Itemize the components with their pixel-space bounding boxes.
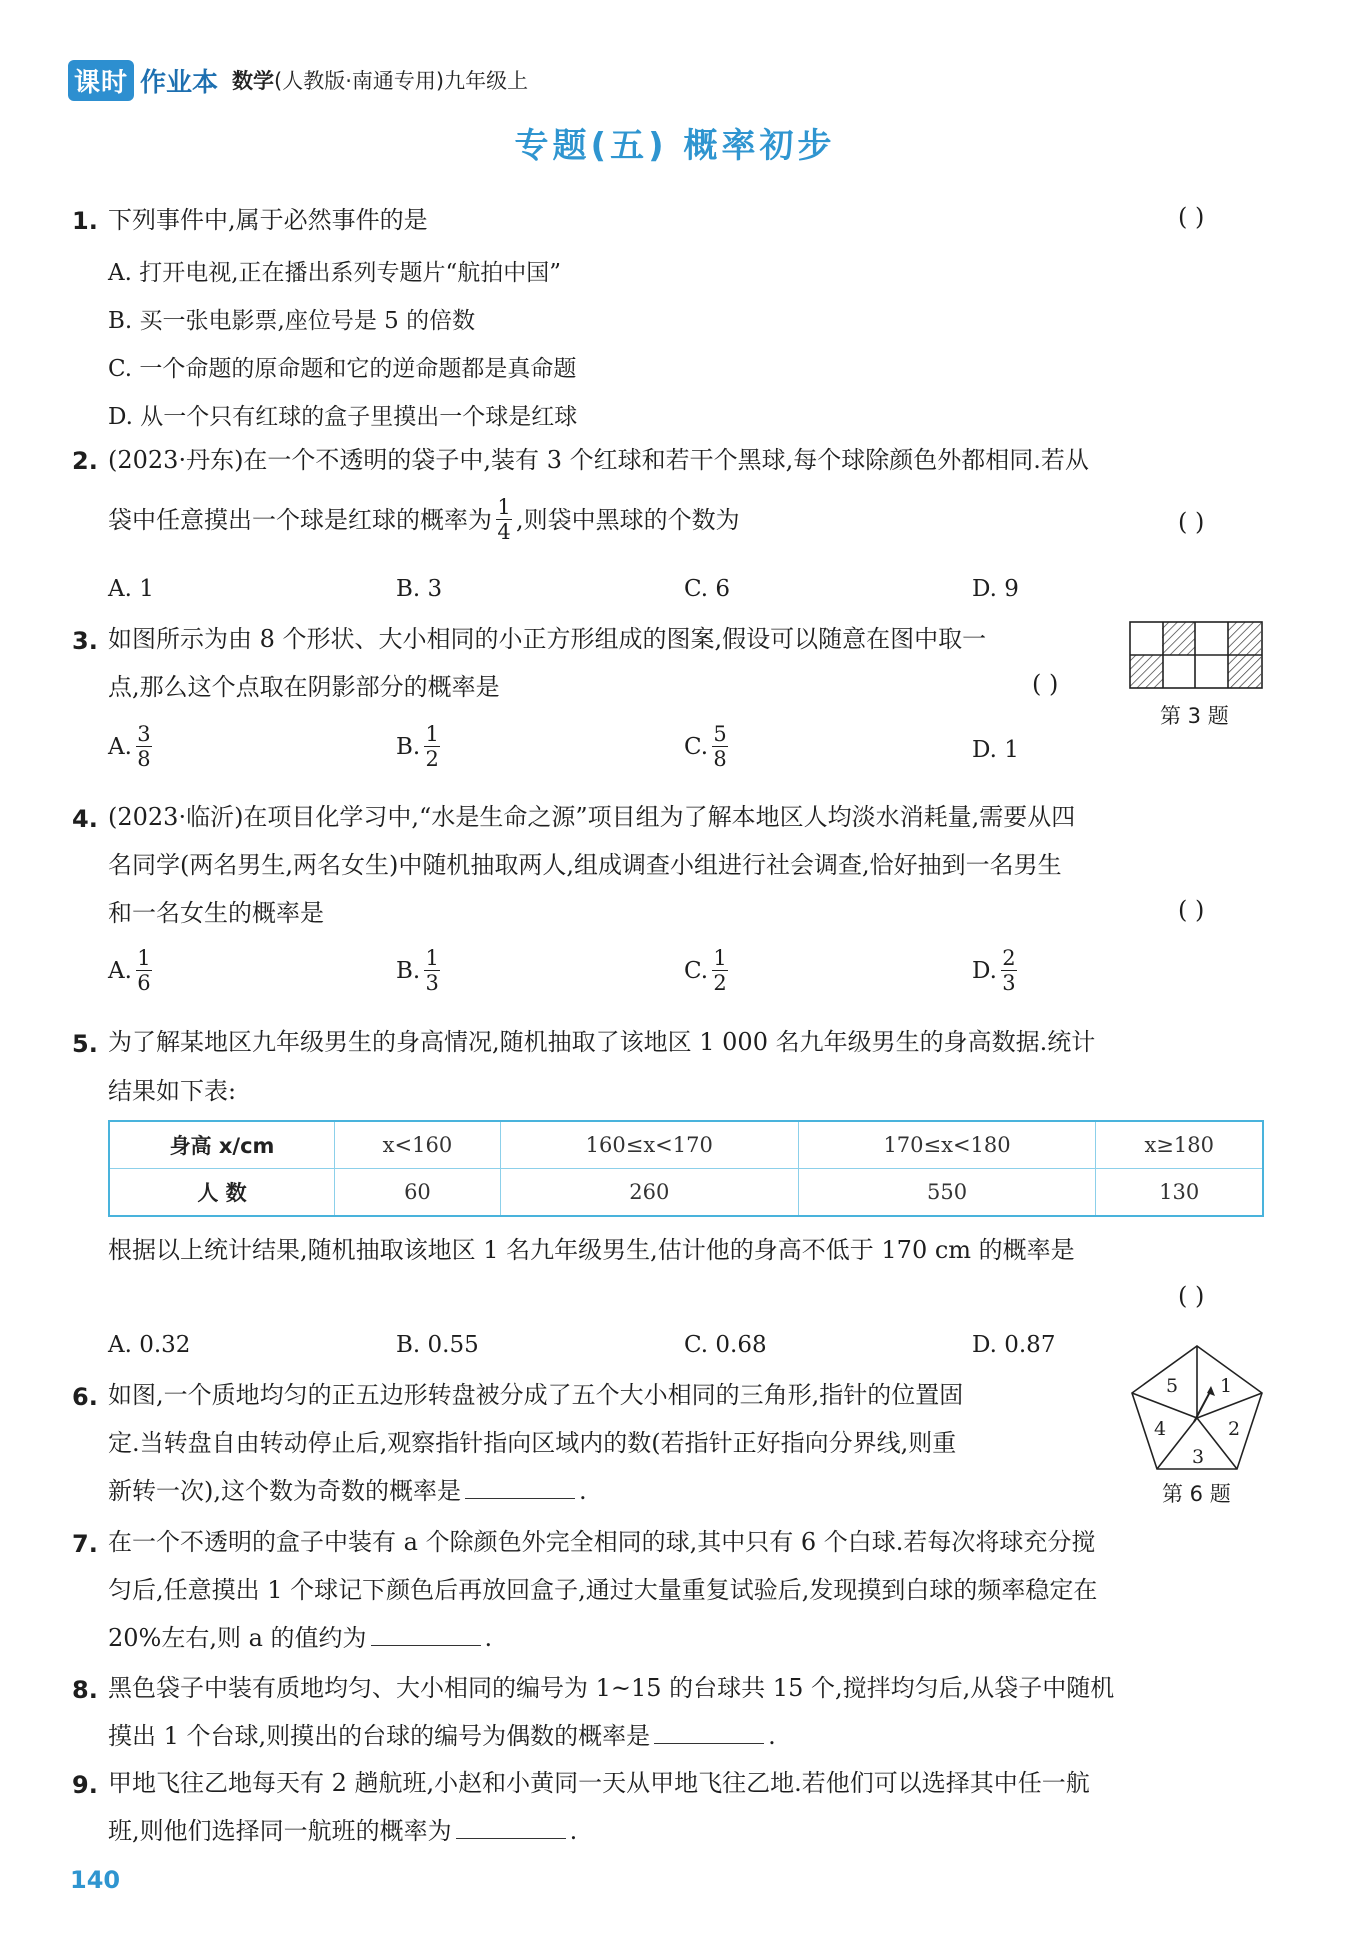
q4-number: 4. xyxy=(72,805,98,833)
option-value: 1 xyxy=(1004,737,1019,763)
q5-line1: 为了解某地区九年级男生的身高情况,随机抽取了该地区 1 000 名九年级男生的身高数据.统计 xyxy=(108,1028,1096,1056)
subject-info xyxy=(232,65,528,95)
sentence-end: . xyxy=(768,1722,776,1750)
fraction-numerator: 3 xyxy=(137,722,151,746)
fraction-denominator: 2 xyxy=(425,747,439,771)
q7-line3 xyxy=(108,1623,492,1653)
fraction-numerator: 1 xyxy=(713,946,727,970)
fraction-denominator: 3 xyxy=(1002,971,1016,995)
series-logo: 课时 xyxy=(68,60,134,101)
table-cell: 130 xyxy=(1096,1169,1263,1217)
q3-answer-paren[interactable]: ( ) xyxy=(1032,670,1059,698)
q7-answer-blank[interactable] xyxy=(371,1645,481,1646)
q5-option-d[interactable]: D. 0.87 xyxy=(972,1332,1056,1358)
q4-option-b[interactable] xyxy=(396,946,444,995)
fraction-denominator: 8 xyxy=(137,747,151,771)
q5-height-table xyxy=(108,1120,1264,1217)
fraction-numerator: 5 xyxy=(713,722,727,746)
option-fraction xyxy=(1001,946,1017,995)
q8-line2-text: 摸出 1 个台球,则摸出的台球的编号为偶数的概率是 xyxy=(108,1722,651,1750)
option-fraction xyxy=(712,946,728,995)
q9-line1: 甲地飞往乙地每天有 2 趟航班,小赵和小黄同一天从甲地飞往乙地.若他们可以选择其中任一航 xyxy=(108,1769,1090,1797)
fraction-denominator: 6 xyxy=(137,971,151,995)
q6-line1: 如图,一个质地均匀的正五边形转盘被分成了五个大小相同的三角形,指针的位置固 xyxy=(108,1381,964,1409)
table-cell: x≥180 xyxy=(1096,1121,1263,1169)
q1-stem: 下列事件中,属于必然事件的是 xyxy=(108,206,428,234)
option-letter: B. xyxy=(396,957,421,984)
q1-option-c[interactable]: C. 一个命题的原命题和它的逆命题都是真命题 xyxy=(108,356,577,382)
q3-shaded-square xyxy=(1130,655,1163,688)
q3-option-a[interactable] xyxy=(108,722,156,771)
q3-option-d[interactable] xyxy=(972,737,1019,763)
q5-number: 5. xyxy=(72,1030,98,1058)
option-letter: B. xyxy=(396,733,421,760)
spinner-label: 1 xyxy=(1220,1375,1233,1397)
table-cell: 550 xyxy=(798,1169,1096,1217)
option-letter: D. xyxy=(972,737,997,763)
q7-line1: 在一个不透明的盒子中装有 a 个除颜色外完全相同的球,其中只有 6 个白球.若每次将球充分搅 xyxy=(108,1528,1096,1556)
q2-number: 2. xyxy=(72,447,98,475)
table-row xyxy=(109,1169,1263,1217)
table-header-cell: 身高 x/cm xyxy=(109,1121,335,1169)
q5-option-b[interactable]: B. 0.55 xyxy=(396,1332,479,1358)
option-fraction xyxy=(424,722,440,771)
option-letter: C. xyxy=(684,957,709,984)
fraction-denominator: 8 xyxy=(713,747,727,771)
q8-number: 8. xyxy=(72,1676,98,1704)
q6-answer-blank[interactable] xyxy=(465,1498,575,1499)
q4-option-d[interactable] xyxy=(972,946,1021,995)
q5-line2: 结果如下表: xyxy=(108,1077,237,1105)
q6-figure-caption: 第 6 题 xyxy=(1162,1482,1231,1506)
q2-line2-pre: 袋中任意摸出一个球是红球的概率为 xyxy=(108,505,492,534)
q4-line1: (2023·临沂)在项目化学习中,“水是生命之源”项目组为了解本地区人均淡水消耗量,需要从四 xyxy=(108,803,1076,831)
option-letter: A. xyxy=(108,957,132,984)
table-cell: 170≤x<180 xyxy=(798,1121,1096,1169)
q5-line3: 根据以上统计结果,随机抽取该地区 1 名九年级男生,估计他的身高不低于 170 cm 的概率是 xyxy=(108,1236,1075,1264)
fraction-denominator: 2 xyxy=(713,971,727,995)
q3-shaded-square xyxy=(1228,622,1261,655)
subject-edition: (人教版·南通专用)九年级上 xyxy=(274,69,529,93)
page-header xyxy=(68,60,528,100)
q2-answer-paren[interactable]: ( ) xyxy=(1178,508,1205,536)
q3-option-b[interactable] xyxy=(396,722,444,771)
q2-option-a[interactable]: A. 1 xyxy=(108,576,154,602)
q1-answer-paren[interactable]: ( ) xyxy=(1178,203,1205,231)
fraction-numerator: 1 xyxy=(425,946,439,970)
page-title: 专题(五) 概率初步 xyxy=(514,126,836,166)
table-cell: 60 xyxy=(335,1169,501,1217)
q4-line2: 名同学(两名男生,两名女生)中随机抽取两人,组成调查小组进行社会调查,恰好抽到一名男生 xyxy=(108,851,1062,879)
q2-fraction xyxy=(496,495,512,544)
fraction-numerator: 1 xyxy=(425,722,439,746)
subject-prefix: 数学 xyxy=(232,69,275,93)
option-letter: C. xyxy=(684,733,709,760)
sentence-end: . xyxy=(569,1817,578,1845)
option-fraction xyxy=(712,722,728,771)
q3-line1: 如图所示为由 8 个形状、大小相同的小正方形组成的图案,假设可以随意在图中取一 xyxy=(108,625,987,653)
q2-option-c[interactable]: C. 6 xyxy=(684,576,731,602)
q9-line2 xyxy=(108,1816,577,1846)
q1-option-a[interactable]: A. 打开电视,正在播出系列专题片“航拍中国” xyxy=(108,260,562,286)
table-row xyxy=(109,1121,1263,1169)
q2-option-d[interactable]: D. 9 xyxy=(972,576,1019,602)
table-cell: 160≤x<170 xyxy=(500,1121,798,1169)
q2-line2 xyxy=(108,495,740,544)
q9-number: 9. xyxy=(72,1771,98,1799)
page-number: 140 xyxy=(70,1866,121,1894)
option-letter: D. xyxy=(972,957,997,984)
option-fraction xyxy=(136,722,152,771)
q3-line2: 点,那么这个点取在阴影部分的概率是 xyxy=(108,673,500,701)
q6-line2: 定.当转盘自由转动停止后,观察指针指向区域内的数(若指针正好指向分界线,则重 xyxy=(108,1429,957,1457)
q7-line3-text: 20%左右,则 a 的值约为 xyxy=(108,1624,367,1652)
q5-option-a[interactable]: A. 0.32 xyxy=(108,1332,191,1358)
q5-answer-paren[interactable]: ( ) xyxy=(1178,1282,1205,1310)
q3-option-c[interactable] xyxy=(684,722,732,771)
spinner-label: 5 xyxy=(1166,1375,1179,1397)
q6-pentagon-spinner-figure xyxy=(1128,1342,1266,1474)
q6-line3 xyxy=(108,1476,587,1506)
sentence-end: . xyxy=(579,1477,587,1505)
q4-option-c[interactable] xyxy=(684,946,732,995)
q9-line2-text: 班,则他们选择同一航班的概率为 xyxy=(108,1817,452,1845)
q3-shaded-square xyxy=(1162,622,1195,655)
spinner-label: 4 xyxy=(1154,1418,1167,1440)
q6-number: 6. xyxy=(72,1383,98,1411)
option-fraction xyxy=(136,946,152,995)
q1-option-b[interactable]: B. 买一张电影票,座位号是 5 的倍数 xyxy=(108,308,476,334)
q3-shaded-square xyxy=(1228,655,1261,688)
q3-square-grid-figure xyxy=(1128,620,1264,690)
fraction-numerator: 1 xyxy=(137,946,151,970)
q8-line1: 黑色袋子中装有质地均匀、大小相同的编号为 1~15 的台球共 15 个,搅拌均匀后,从袋子中随机 xyxy=(108,1674,1115,1702)
q8-answer-blank[interactable] xyxy=(654,1743,764,1744)
q2-line1: (2023·丹东)在一个不透明的袋子中,装有 3 个红球和若干个黑球,每个球除颜色外都相同.若从 xyxy=(108,446,1089,474)
q2-line2-post: ,则袋中黑球的个数为 xyxy=(516,505,740,534)
table-header-cell: 人 数 xyxy=(109,1169,335,1217)
q5-option-c[interactable]: C. 0.68 xyxy=(684,1332,767,1358)
q7-number: 7. xyxy=(72,1530,98,1558)
series-logo-text: 作业本 xyxy=(140,67,219,98)
fraction-numerator: 2 xyxy=(1002,946,1016,970)
q6-line3-text: 新转一次),这个数为奇数的概率是 xyxy=(108,1477,461,1505)
q7-line2: 匀后,任意摸出 1 个球记下颜色后再放回盒子,通过大量重复试验后,发现摸到白球的频率稳定在 xyxy=(108,1576,1098,1604)
table-cell: x<160 xyxy=(335,1121,501,1169)
fraction-denominator: 3 xyxy=(425,971,439,995)
sentence-end: . xyxy=(484,1624,493,1652)
q2-option-b[interactable]: B. 3 xyxy=(396,576,443,602)
fraction-numerator: 1 xyxy=(497,495,511,519)
q4-option-a[interactable] xyxy=(108,946,156,995)
q4-answer-paren[interactable]: ( ) xyxy=(1178,896,1205,924)
fraction-denominator: 4 xyxy=(497,520,511,544)
table-cell: 260 xyxy=(500,1169,798,1217)
spinner-label: 2 xyxy=(1228,1418,1241,1440)
option-fraction xyxy=(424,946,440,995)
q1-option-d[interactable]: D. 从一个只有红球的盒子里摸出一个球是红球 xyxy=(108,404,578,430)
q3-figure-caption: 第 3 题 xyxy=(1160,704,1229,728)
q4-line3: 和一名女生的概率是 xyxy=(108,899,324,927)
q3-number: 3. xyxy=(72,627,98,655)
q9-answer-blank[interactable] xyxy=(456,1838,566,1839)
spinner-label: 3 xyxy=(1192,1446,1205,1468)
option-letter: A. xyxy=(108,733,132,760)
q8-line2 xyxy=(108,1721,776,1751)
q1-number: 1. xyxy=(72,207,98,235)
